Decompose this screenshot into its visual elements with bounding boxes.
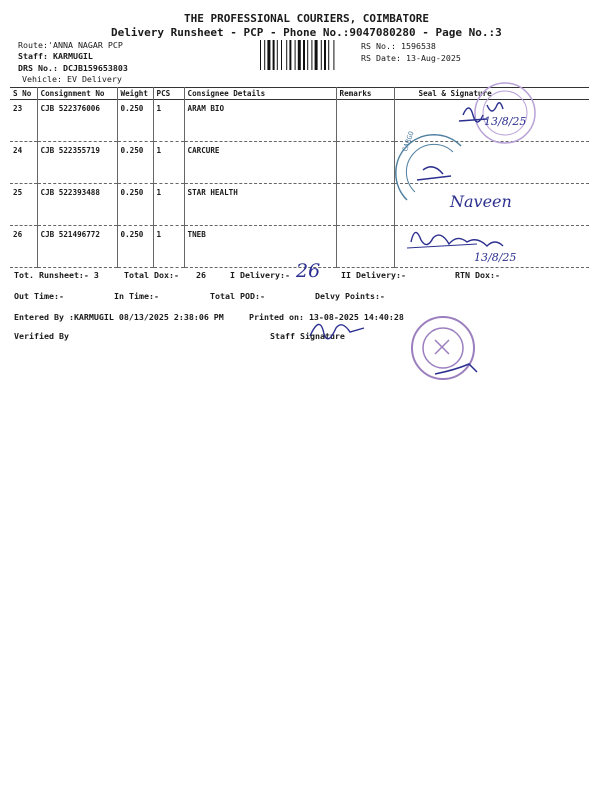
runsheet-subtitle: Delivery Runsheet - PCP - Phone No.:9047080280 - Page No.:3 [111, 26, 502, 39]
cargo-stamp-text: CARGO [401, 130, 416, 153]
cell-consignee: CARCURE [184, 142, 336, 184]
col-header-pcs: PCS [153, 88, 184, 100]
cell-pcs: 1 [153, 184, 184, 226]
col-header-seal: Seal & Signature [394, 88, 589, 100]
out-time: Out Time:- [14, 291, 64, 301]
tot-runsheet: Tot. Runsheet:- 3 [14, 270, 99, 280]
cell-weight: 0.250 [117, 184, 153, 226]
rs-number: RS No.: 1596538 [361, 41, 436, 51]
cell-weight: 0.250 [117, 142, 153, 184]
i-delivery-handwritten: 26 [296, 260, 321, 282]
cell-pcs: 1 [153, 142, 184, 184]
staff-signature-label: Staff Signature [270, 331, 345, 341]
staff-label: Staff: KARMUGIL [18, 51, 93, 61]
cell-remarks [336, 226, 394, 268]
cell-consignment: CJB 522355719 [37, 142, 117, 184]
total-dox-value: 26 [196, 270, 206, 280]
cell-consignment: CJB 522393488 [37, 184, 117, 226]
company-title: THE PROFESSIONAL COURIERS, COIMBATORE [184, 12, 430, 25]
total-pod: Total POD:- [210, 291, 265, 301]
handwritten-date-row23: 13/8/25 [484, 115, 527, 128]
col-header-sno: S No [13, 89, 32, 98]
staff-signature-scribble [306, 316, 366, 342]
cell-pcs: 1 [153, 100, 184, 142]
ii-delivery-label: II Delivery:- [341, 270, 406, 280]
vehicle-label: Vehicle: EV Delivery [22, 74, 122, 84]
cell-sno: 25 [13, 188, 23, 197]
delvy-points: Delvy Points:- [315, 291, 385, 301]
cell-pcs: 1 [153, 226, 184, 268]
cell-weight: 0.250 [117, 226, 153, 268]
in-time: In Time:- [114, 291, 159, 301]
cell-sno: 23 [13, 104, 23, 113]
rs-date: RS Date: 13-Aug-2025 [361, 53, 461, 63]
col-header-remarks: Remarks [336, 88, 394, 100]
barcode [260, 40, 352, 70]
cell-remarks [336, 100, 394, 142]
printed-on: Printed on: 13-08-2025 14:40:28 [249, 312, 404, 322]
total-dox-label: Total Dox:- [124, 270, 179, 280]
cell-consignee: STAR HEALTH [184, 184, 336, 226]
cell-remarks [336, 184, 394, 226]
cell-consignee: TNEB [184, 226, 336, 268]
col-header-consignment: Consignment No [37, 88, 117, 100]
cell-consignee: ARAM BIO [184, 100, 336, 142]
verified-by: Verified By [14, 331, 69, 341]
handwritten-signature-row26 [405, 222, 525, 254]
handwritten-signature-row25: Naveen [450, 192, 512, 211]
entered-by: Entered By :KARMUGIL 08/13/2025 2:38:06 PM [14, 312, 224, 322]
route-label: Route:'ANNA NAGAR PCP [18, 40, 123, 50]
handwritten-date-row26: 13/8/25 [474, 251, 517, 264]
col-header-consignee: Consignee Details [184, 88, 336, 100]
seal-stamp-bottom [405, 312, 483, 387]
cell-remarks [336, 142, 394, 184]
cell-consignment: CJB 522376006 [37, 100, 117, 142]
i-delivery-label: I Delivery:- [230, 270, 290, 280]
cell-sno: 24 [13, 146, 23, 155]
cell-weight: 0.250 [117, 100, 153, 142]
cell-sno: 26 [13, 230, 23, 239]
drs-number: DRS No.: DCJB159653803 [18, 63, 128, 73]
cell-consignment: CJB 521496772 [37, 226, 117, 268]
col-header-weight: Weight [117, 88, 153, 100]
rtn-dox-label: RTN Dox:- [455, 270, 500, 280]
